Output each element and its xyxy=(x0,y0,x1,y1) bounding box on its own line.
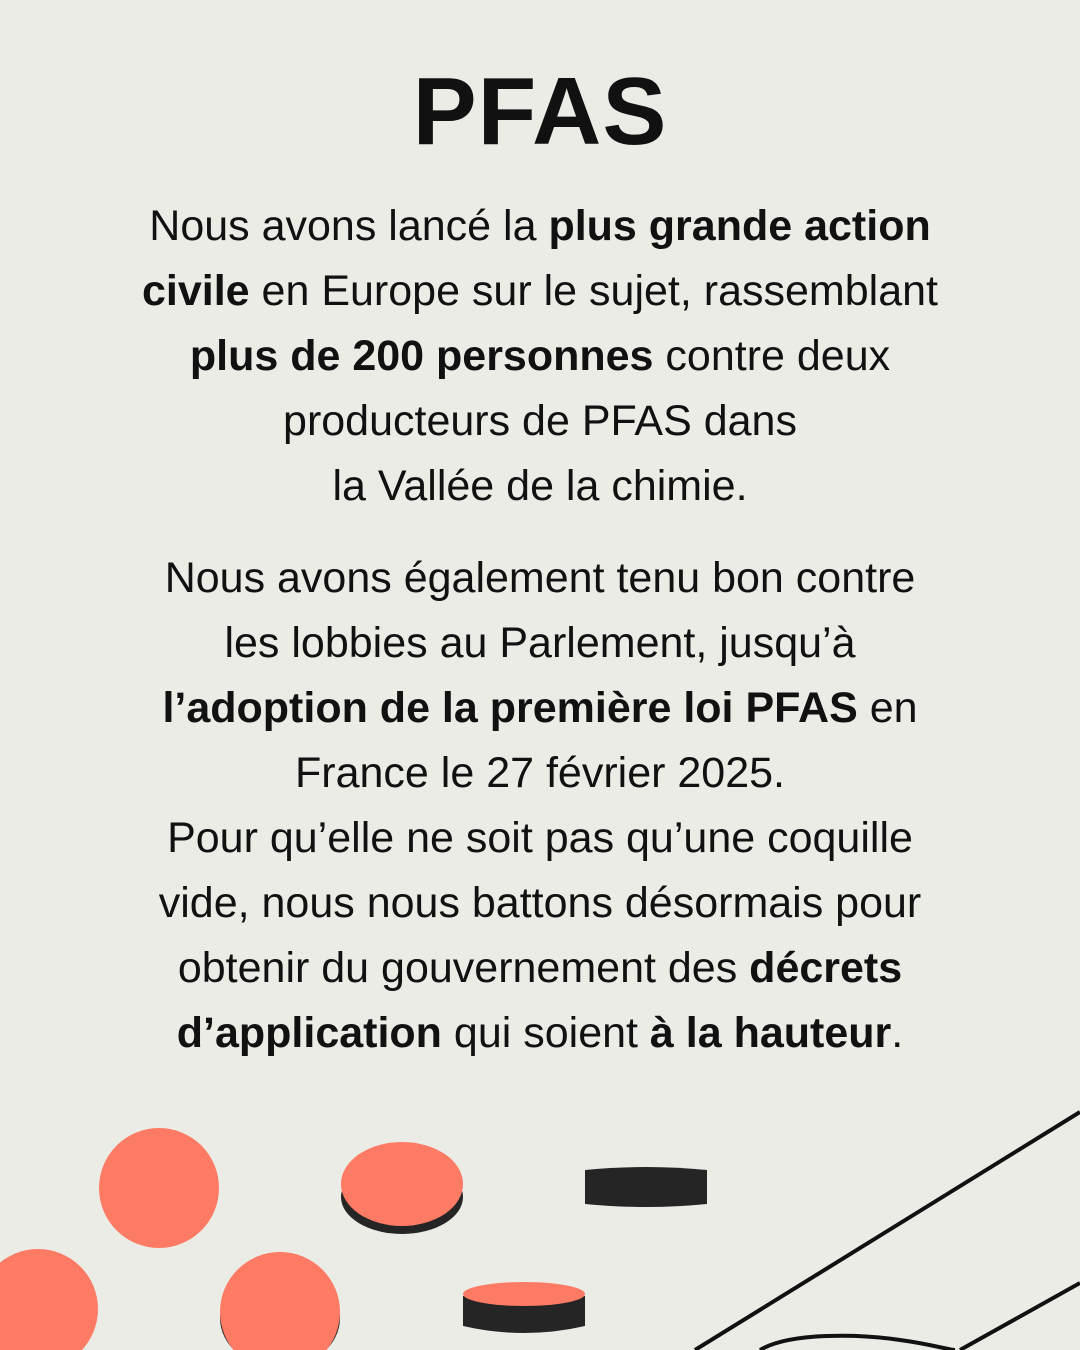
p2-line5: Pour qu’elle ne soit pas qu’une coquille xyxy=(167,814,913,862)
coral-disc-3 xyxy=(0,1249,98,1350)
line-drawing-curve xyxy=(760,1336,955,1350)
coral-disc-2 xyxy=(341,1142,463,1226)
page-title: PFAS xyxy=(412,58,668,165)
p1-line4: producteurs de PFAS dans xyxy=(283,397,797,445)
decorative-illustration xyxy=(0,1090,1080,1350)
dark-disc-edge-on xyxy=(585,1167,707,1207)
p2-line8: d’application qui soient à la hauteur. xyxy=(176,1009,904,1057)
p2-line7: obtenir du gouvernement des décrets xyxy=(177,944,903,992)
p2-line1: Nous avons également tenu bon contre xyxy=(164,554,916,602)
coral-disc-1 xyxy=(99,1128,219,1248)
p2-line6: vide, nous nous battons désormais pour xyxy=(158,879,922,927)
coral-disc-4 xyxy=(220,1252,340,1350)
p2-line4: France le 27 février 2025. xyxy=(295,749,785,797)
p1-line5: la Vallée de la chimie. xyxy=(332,462,748,510)
line-drawing-lower xyxy=(960,1283,1080,1350)
p1-line1: Nous avons lancé la plus grande action xyxy=(149,202,931,250)
p2-line3: l’adoption de la première loi PFAS en xyxy=(162,684,918,732)
p1-line2: civile en Europe sur le sujet, rassemblant xyxy=(142,267,938,315)
coral-disc-5 xyxy=(463,1282,585,1306)
intro-paragraph xyxy=(60,194,1020,519)
p2-line2: les lobbies au Parlement, jusqu’à xyxy=(224,619,856,667)
p1-line3: plus de 200 personnes contre deux xyxy=(189,332,891,380)
progress-paragraph xyxy=(60,546,1020,1066)
